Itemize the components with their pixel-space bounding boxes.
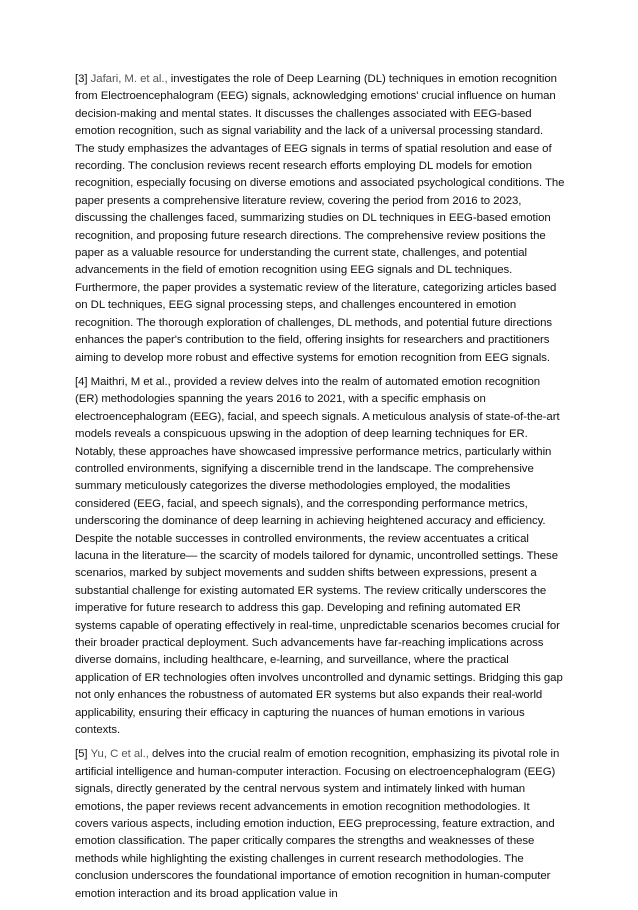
reference-authors: Maithri, M et al., <box>90 375 171 388</box>
reference-number: [5] <box>75 748 88 761</box>
reference-authors: Yu, C et al., <box>90 748 149 761</box>
reference-number: [3] <box>75 73 88 85</box>
reference-authors: Jafari, M. et al., <box>90 73 168 85</box>
reference-text: investigates the role of Deep Learning (DL) techniques in emotion recognition from Electroencephalogram (EEG) signals, acknowledging emotions' crucial influence on human decision-making and mental states. It discusses the challenges associated with EEG-based emotion recognition, such as signal variability and the lack of a universal processing standard. The study emphasizes the advantages of EEG signals in terms of spatial resolution and ease of recording. The conclusion reviews recent research efforts employing DL models for emotion recognition, especially focusing on diverse emotions and associated psychological conditions. The paper presents a comprehensive literature review, covering the period from 2016 to 2023, discussing the challenges faced, summarizing studies on DL techniques in EEG-based emotion recognition, and proposing future research directions. The comprehensive review positions the paper as a valuable resource for understanding the current state, challenges, and potential advancements in the field of emotion recognition using EEG signals and DL techniques. Furthermore, the paper provides a systematic review of the literature, categorizing articles based on DL techniques, EEG signal processing steps, and challenges encountered in emotion recognition. The thorough exploration of challenges, DL methods, and potential future directions enhances the paper's contribution to the field, offering insights for researchers and practitioners aiming to develop more robust and effective systems for emotion recognition from EEG signals. <box>75 73 565 364</box>
document-body <box>75 71 565 910</box>
reference-text: delves into the crucial realm of emotion recognition, emphasizing its pivotal role in artificial intelligence and human-computer interaction. Focusing on electroencephalogram (EEG) signals, directly generated by the central nervous system and intimately linked with human emotions, the paper reviews recent advancements in emotion recognition methodologies. It covers various aspects, including emotion induction, EEG preprocessing, feature extraction, and emotion classification. The paper critically compares the strengths and weaknesses of these methods while highlighting the existing challenges in current research methodologies. The conclusion underscores the foundational importance of emotion recognition in human-computer emotion interaction and its broad application value in <box>75 748 560 900</box>
reference-text: provided a review delves into the realm of automated emotion recognition (ER) methodologies spanning the years 2016 to 2021, with a specific emphasis on electroencephalogram (EEG), facial, and speech signals. A meticulous analysis of state-of-the-art models reveals a conspicuous upswing in the adoption of deep learning techniques for ER. Notably, these approaches have showcased impressive performance metrics, particularly within controlled environments, signifying a discernible trend in the landscape. The comprehensive summary meticulously categorizes the diverse methodologies employed, the modalities considered (EEG, facial, and speech signals), and the corresponding performance metrics, underscoring the dominance of deep learning in achieving heightened accuracy and efficiency. Despite the notable successes in controlled environments, the review accentuates a critical lacuna in the literature— the scarcity of models tailored for dynamic, uncontrolled settings. These scenarios, marked by subject movements and sudden shifts between expressions, present a substantial challenge for existing automated ER systems. The review critically underscores the imperative for future research to address this gap. Developing and refining automated ER systems capable of operating effectively in real-time, unpredictable scenarios becomes crucial for their broader practical deployment. Such advancements have far-reaching implications across diverse domains, including healthcare, e-learning, and surveillance, where the practical application of ER technologies often involves uncontrolled and dynamic settings. Bridging this gap not only enhances the robustness of automated ER systems but also expands their real-world applicability, ensuring their efficacy in capturing the nuances of human emotions in various contexts. <box>75 375 563 737</box>
reference-paragraph-4 <box>75 374 565 740</box>
reference-number: [4] <box>75 375 88 388</box>
reference-paragraph-5 <box>75 746 565 903</box>
reference-paragraph-3 <box>75 71 565 367</box>
